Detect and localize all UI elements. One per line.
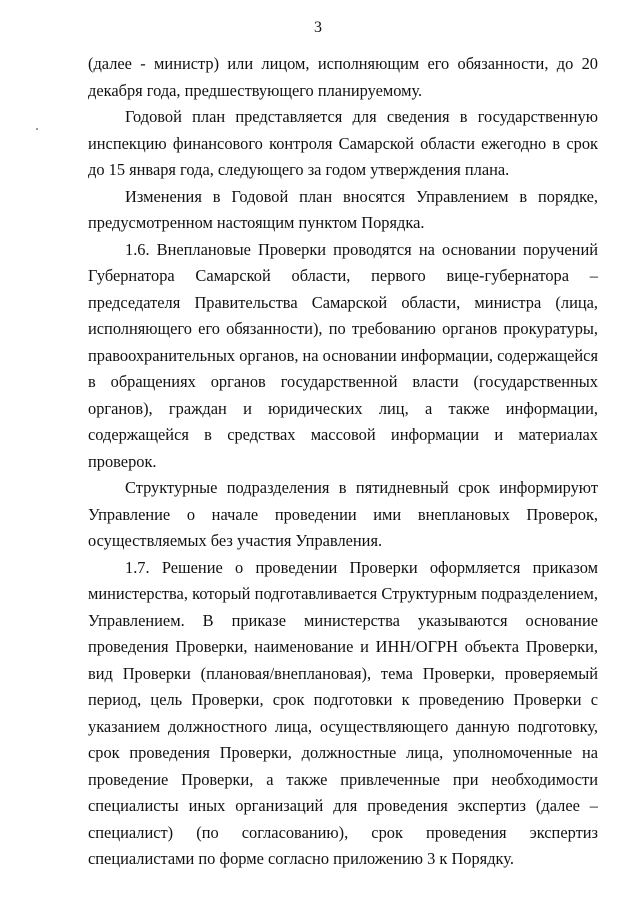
paragraph-annual-plan-submission: Годовой план представляется для сведения в государственную инспекцию финансового контроля Самарской области ежегодно в срок до 15 января года, следующего за годом утверждения плана. [88,107,598,179]
paragraph-1-7-inspection-decision: 1.7. Решение о проведении Проверки оформляется приказом министерства, который подготавливается Структурным подразделением, Управлением. В приказе министерства указываются основание проведения Проверки, наименование и ИНН/ОГРН объекта Проверки, вид Проверки (плановая/внеплановая), тема Проверки, проверяемый период, цель Проверки, срок подготовки к проведению Проверки с указанием должностного лица, осуществляющего данную подготовку, срок проведения Проверки, должностные лица, уполномоченные на проведение Проверки, а также привлеченные при необходимости специалисты иных организаций для проведения экспертиз (далее – специалист) (по согласованию), срок проведения экспертиз специалистами по форме согласно приложению 3 к Порядку. [88,557,598,868]
margin-dot [36,128,38,130]
paragraph-structural-units-inform: Структурные подразделения в пятидневный срок информируют Управление о начале проведении ими внеплановых Проверок, осуществляемых без участия Управления. [88,478,598,550]
paragraph-annual-plan-changes: Изменения в Годовой план вносятся Управлением в порядке, предусмотренном настоящим пунктом Порядка. [88,186,598,232]
page-number: 3 [314,19,322,36]
paragraph-continuation: (далее - министр) или лицом, исполняющим его обязанности, до 20 декабря года, предшествующего планируемому. [88,54,598,100]
paragraph-1-6-unscheduled-inspections: 1.6. Внеплановые Проверки проводятся на основании поручений Губернатора Самарской области, первого вице-губернатора – председателя Правительства Самарской области, министра (лица, исполняющего его обязанности), по требованию органов прокуратуры, правоохранительных органов, на основании информации, содержащейся в обращениях органов государственной власти (государственных органов), граждан и юридических лиц, а также информации, содержащейся в средствах массовой информации и материалах проверок. [88,239,598,471]
document-body [88,51,598,873]
